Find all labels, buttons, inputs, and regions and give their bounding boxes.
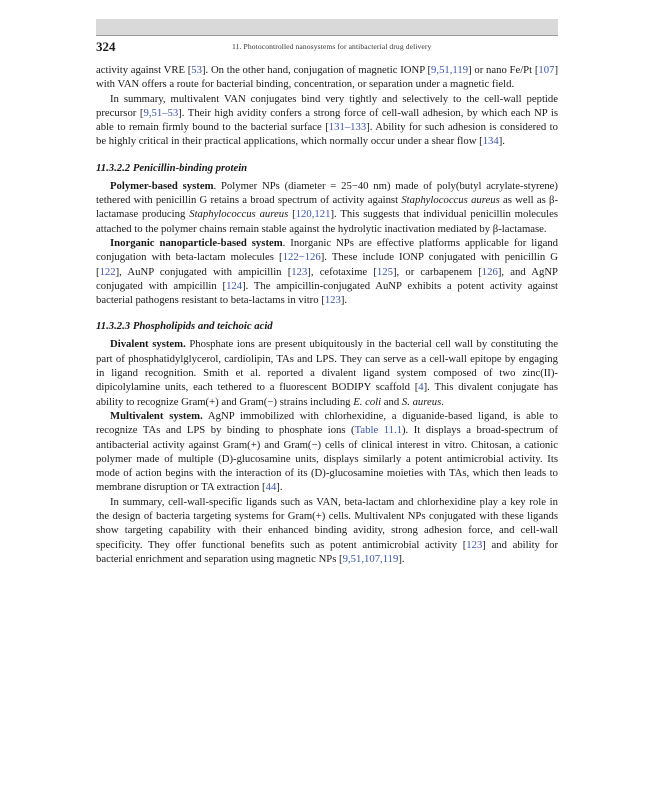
citation-link[interactable]: 125: [376, 265, 393, 278]
citation-link[interactable]: 134: [482, 135, 499, 148]
citation-link[interactable]: 123: [466, 538, 483, 551]
lead-term: Divalent system.: [110, 338, 186, 351]
paragraph-inorganic-system: Inorganic nanoparticle-based system. Inorganic NPs are effective platforms applicable for ligand conjugation with beta-lactam molecules [122−126]. These include IONP conjugated with penicillin G [122], AuNP conjugated with ampicillin [123], cefotaxime [125], or carbapenem [126], and AgNP conjugated with ampicillin [124]. The ampicillin-conjugated AuNP exhibits a potent activity against bacterial pathogens resistant to beta-lactams in vitro [123].: [96, 236, 559, 307]
citation-link[interactable]: 107: [538, 64, 555, 76]
header-rule: [96, 35, 558, 36]
paragraph-van-summary: In summary, multivalent VAN conjugates bind very tightly and selectively to the cell-wall peptide precursor [9,51–53]. Their high avidity confers a strong force of cell-wall adhesion, by which each NP is able to remain firmly bound to the bacterial surface [131–133]. Ability for such adhesion is considered to be highly critical in their practical applications, which normally occur under a shear flow [134].: [96, 92, 558, 148]
paragraph-final-summary: In summary, cell-wall-specific ligands such as VAN, beta-lactam and chlorhexidine play a key role in the design of bacteria targeting systems for Gram(+) cells. Multivalent NPs conjugated with these ligands show targeting capability with their enhanced binding avidity, strong adhesion force, and cell-wall specificity. They offer functional benefits such as potent antimicrobial activity [123] and ability for bacterial enrichment and separation using magnetic NPs [9,51,107,119].: [96, 495, 558, 565]
citation-link[interactable]: 122−126: [282, 251, 321, 264]
citation-link[interactable]: 123: [324, 294, 341, 307]
citation-link[interactable]: 53: [191, 64, 202, 76]
lead-term: Inorganic nanoparticle-based system: [110, 236, 283, 249]
citation-link[interactable]: 123: [291, 265, 308, 278]
section-heading-penicillin: 11.3.2.2 Penicillin-binding protein: [96, 161, 248, 174]
paragraph-polymer-system: Polymer-based system. Polymer NPs (diameter = 25−40 nm) made of poly(butyl acrylate-styrene) tethered with penicillin G retains a broad spectrum of activity against Staphylococcus aureus as well as β-lactamase producing Staphylococcus aureus [120,121]. This suggests that individual penicillin molecules attached to the polymer chains remain stable against the hydrolytic inactivation mediated by β-lactamase.: [96, 179, 559, 235]
citation-link[interactable]: 9,51,107,119: [342, 552, 399, 565]
paragraph-divalent-system: Divalent system. Phosphate ions are present ubiquitously in the bacterial cell wall by constituting the part of phosphatidylglycerol, cardiolipin, TAs and LPS. They can serve as a cell-wall epitope by engaging in ligand recognition. Smith et al. reported a divalent ligand system composed of two zinc(II)-dipicolylamine units, each tethered to a fluorescent BODIPY scaffold [4]. This divalent conjugate has ability to recognize Gram(+) and Gram(−) strains including E. coli and S. aureus.: [96, 338, 558, 408]
table-link[interactable]: Table 11.1: [354, 424, 402, 437]
citation-link[interactable]: 122: [99, 265, 116, 278]
lead-term: Polymer-based system: [110, 179, 214, 192]
citation-link[interactable]: 4: [418, 381, 424, 394]
header-bar: [96, 19, 558, 35]
citation-link[interactable]: 9,51,119: [431, 64, 469, 76]
page-body: [96, 63, 558, 566]
section-heading-phospholipids: 11.3.2.3 Phospholipids and teichoic acid: [96, 320, 273, 333]
paragraph-multivalent-system: Multivalent system. AgNP immobilized with chlorhexidine, a diguanide-based ligand, is able to recognize TAs and LPS by binding to phosphate ions (Table 11.1). It displays a broad-spectrum of antibacterial activity against Gram(+) and Gram(−) cells of clinical interest in vitro. Chitosan, a cationic polymer made of multiple (D)-glucosamine units, displays similarly a potent antimicrobial activity. Its mode of action begins with the interaction of its (D)-glucosamine moieties with TAs, which then leads to membrane disruption or TA extraction [44].: [96, 409, 559, 494]
page-number: 324: [96, 39, 116, 54]
lead-term: Multivalent system.: [110, 409, 203, 422]
citation-link[interactable]: 9,51–53: [143, 106, 179, 119]
citation-link[interactable]: 124: [226, 279, 243, 292]
citation-link[interactable]: 131–133: [328, 121, 367, 134]
paragraph-vre-activity: activity against VRE [53]. On the other hand, conjugation of magnetic IONP [9,51,119] or nano Fe/Pt [107] with VAN offers a route for bacterial binding, concentration, or separation under a magnetic field.: [96, 64, 558, 91]
citation-link[interactable]: 44: [265, 481, 277, 494]
running-head: 11. Photocontrolled nanosystems for antibacterial drug delivery: [232, 42, 432, 51]
citation-link[interactable]: 120,121: [295, 208, 331, 221]
citation-link[interactable]: 126: [481, 265, 498, 278]
